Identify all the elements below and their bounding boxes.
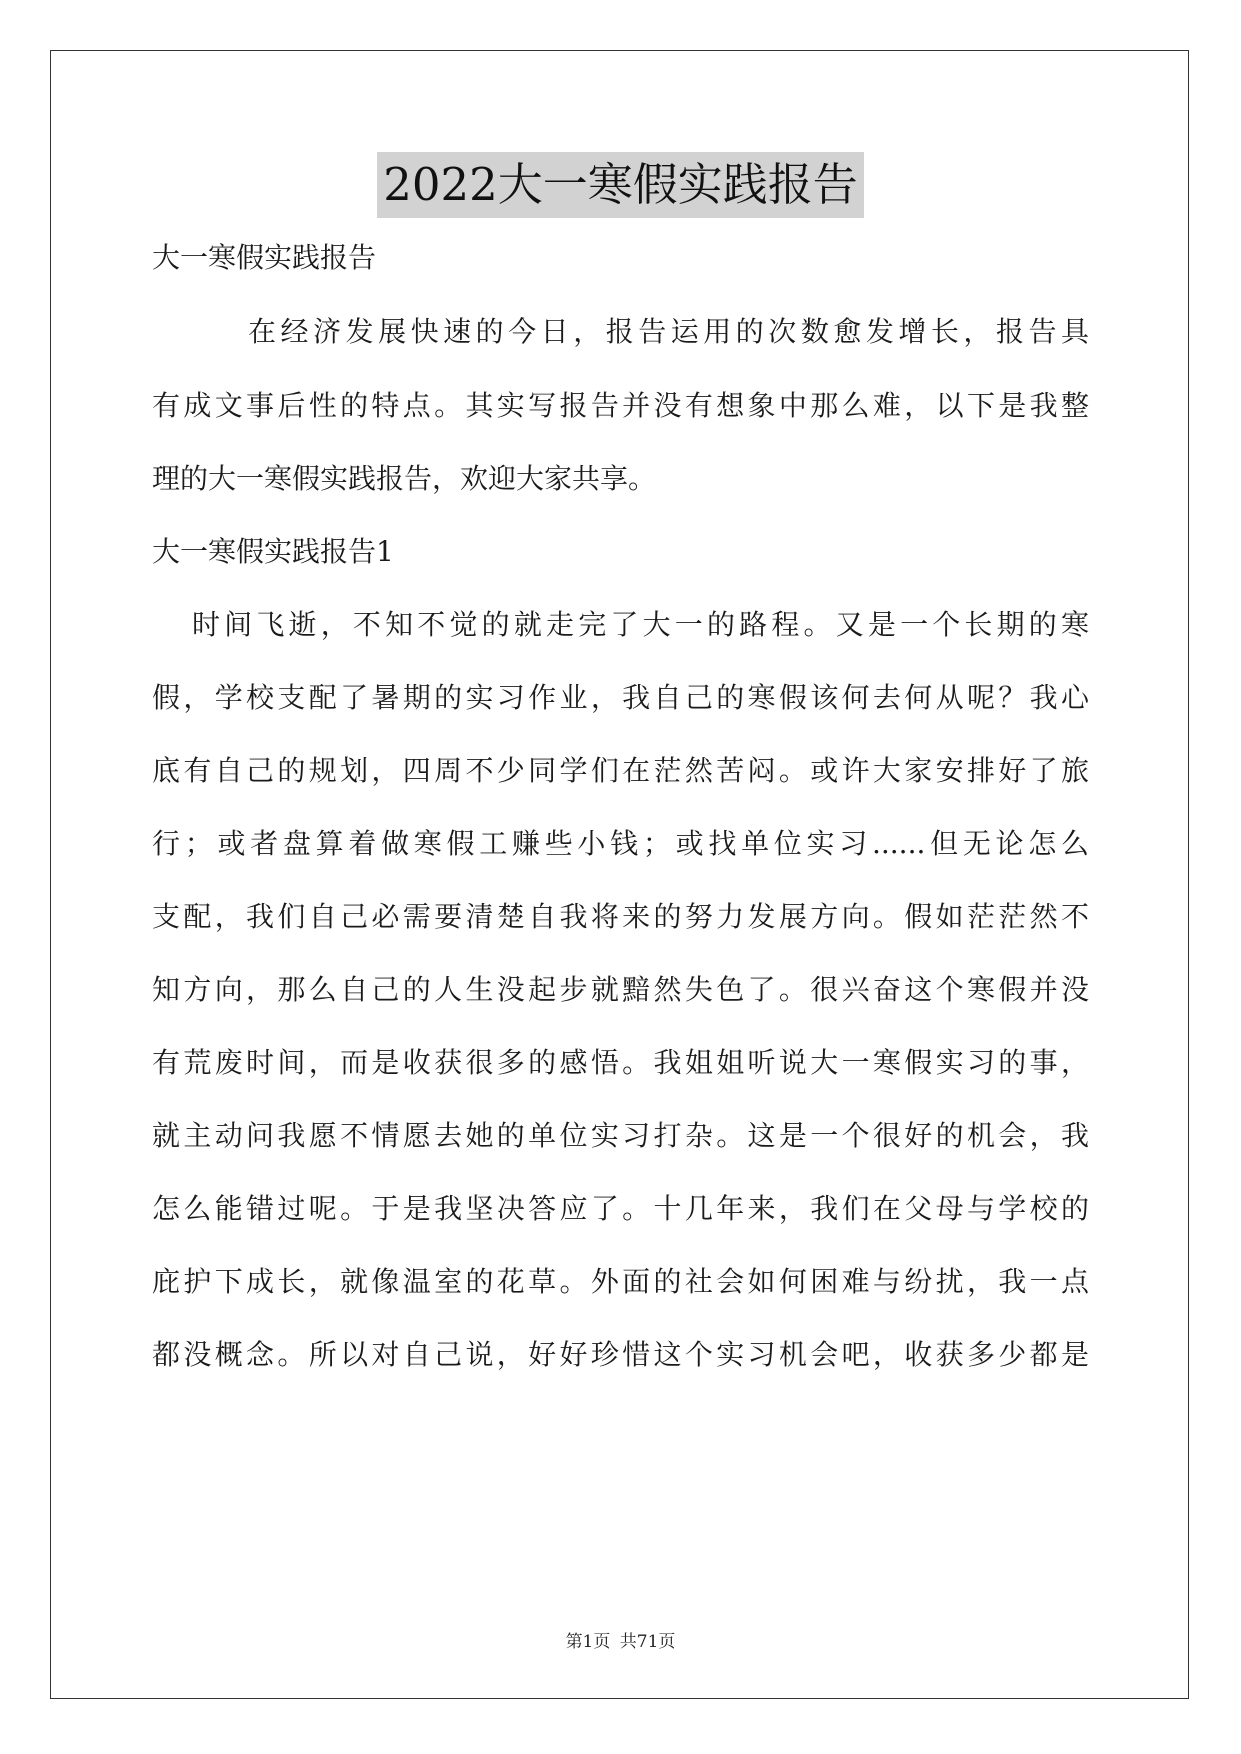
body-line-1: 时间飞逝，不知不觉的就走完了大一的路程。又是一个长期的寒 <box>192 608 1089 641</box>
body-line-5: 支配，我们自己必需要清楚自我将来的努力发展方向。假如茫茫然不 <box>152 900 1089 933</box>
intro-line-2: 有成文事后性的特点。其实写报告并没有想象中那么难，以下是我整 <box>152 389 1089 422</box>
body-line-9: 怎么能错过呢。于是我坚决答应了。十几年来，我们在父母与学校的 <box>152 1192 1089 1225</box>
body-line-11: 都没概念。所以对自己说，好好珍惜这个实习机会吧，收获多少都是 <box>152 1338 1089 1371</box>
section-heading: 大一寒假实践报告1 <box>152 535 394 568</box>
subtitle-line: 大一寒假实践报告 <box>152 241 377 274</box>
page-number: 第1页 <box>565 1632 611 1652</box>
page-total: 共71页 <box>619 1632 676 1652</box>
body-line-4: 行；或者盘算着做寒假工赚些小钱；或找单位实习......但无论怎么 <box>152 827 1089 860</box>
document-title: 2022大一寒假实践报告 <box>377 152 864 218</box>
body-line-8: 就主动问我愿不情愿去她的单位实习打杂。这是一个很好的机会，我 <box>152 1119 1089 1152</box>
body-line-3: 底有自己的规划，四周不少同学们在茫然苦闷。或许大家安排好了旅 <box>152 754 1089 787</box>
intro-line-3: 理的大一寒假实践报告，欢迎大家共享。 <box>152 462 657 495</box>
body-line-10: 庇护下成长，就像温室的花草。外面的社会如何困难与纷扰，我一点 <box>152 1265 1089 1298</box>
page-footer <box>0 1630 1241 1654</box>
page-border <box>50 50 1189 1699</box>
body-line-6: 知方向，那么自己的人生没起步就黯然失色了。很兴奋这个寒假并没 <box>152 973 1089 1006</box>
title-wrapper <box>0 152 1241 218</box>
body-line-7: 有荒废时间，而是收获很多的感悟。我姐姐听说大一寒假实习的事， <box>152 1046 1089 1079</box>
body-line-2: 假，学校支配了暑期的实习作业，我自己的寒假该何去何从呢？我心 <box>152 681 1089 714</box>
intro-line-1: 在经济发展快速的今日，报告运用的次数愈发增长，报告具 <box>248 315 1089 348</box>
